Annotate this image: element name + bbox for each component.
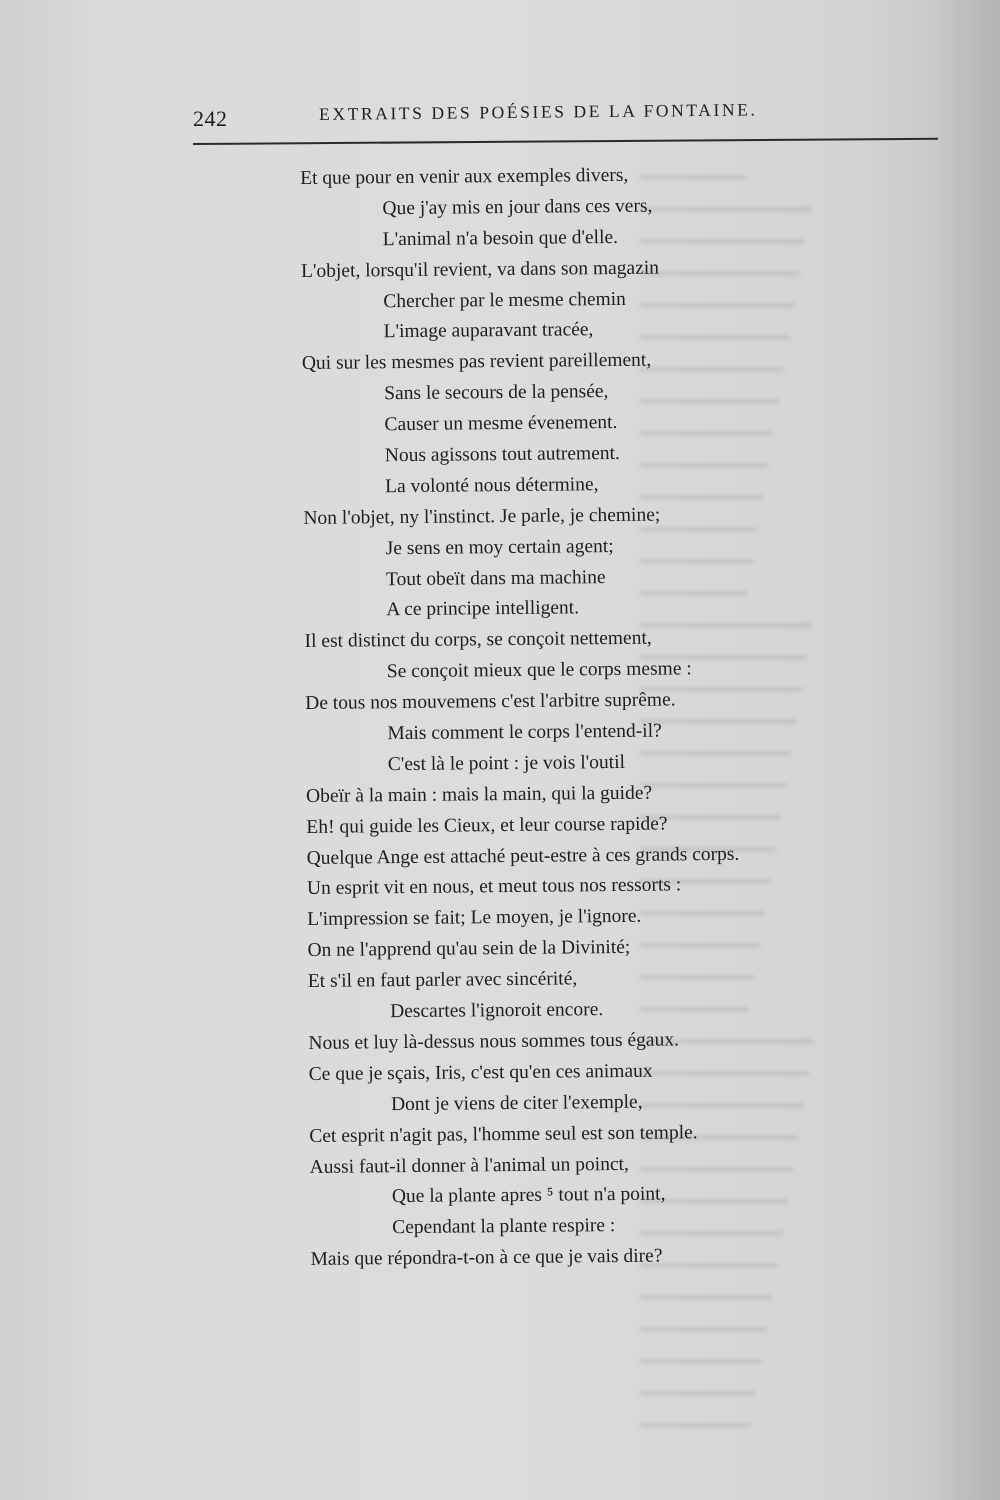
verse-line: Un esprit vit en nous, et meut tous nos ressorts : bbox=[306, 874, 682, 900]
verse-line: Chercher par le mesme chemin bbox=[383, 288, 626, 312]
verse-line: Nous agissons tout autrement. bbox=[384, 442, 620, 467]
verse-line: Obeïr à la main : mais la main, qui la guide? bbox=[305, 782, 653, 807]
running-title: EXTRAITS DES POÉSIES DE LA FONTAINE. bbox=[319, 99, 758, 124]
show-through-mark bbox=[640, 1344, 792, 1376]
verse-line: Cet esprit n'agit pas, l'homme seul est son temple. bbox=[309, 1121, 698, 1147]
verse-line: Je sens en moy certain agent; bbox=[385, 535, 614, 559]
verse-line: Causer un mesme évenement. bbox=[384, 412, 618, 436]
verse-line: Dont je viens de citer l'exemple, bbox=[390, 1091, 643, 1115]
verse-line: Il est distinct du corps, se conçoit nettement, bbox=[304, 628, 652, 653]
verse-line: Tout obeït dans ma machine bbox=[385, 566, 606, 590]
verse-line: L'animal n'a besoin que d'elle. bbox=[382, 226, 619, 250]
verse-line: Mais comment le corps l'entend-il? bbox=[387, 720, 662, 745]
verse-line: A ce principe intelligent. bbox=[386, 597, 580, 621]
verse-line: Qui sur les mesmes pas revient pareillement, bbox=[301, 349, 652, 375]
show-through-mark bbox=[640, 1312, 798, 1344]
show-through-mark bbox=[640, 1376, 785, 1408]
verse-line: Et s'il en faut parler avec sincérité, bbox=[307, 968, 578, 993]
verse-line: L'objet, lorsqu'il revient, va dans son magazin bbox=[300, 257, 660, 282]
verse-line: On ne l'apprend qu'au sein de la Divinité; bbox=[307, 937, 631, 962]
verse-line: C'est là le point : je vois l'outil bbox=[387, 751, 626, 776]
verse-line: Non l'objet, ny l'instinct. Je parle, je chemine; bbox=[303, 504, 661, 529]
verse-line: Quelque Ange est attaché peut-estre à ces grands corps. bbox=[306, 843, 740, 869]
verse-line: Sans le secours de la pensée, bbox=[384, 381, 609, 405]
show-through-mark bbox=[640, 1408, 779, 1440]
verse-line: De tous nos mouvemens c'est l'arbitre suprême. bbox=[305, 689, 676, 715]
verse-line: Aussi faut-il donner à l'animal un poinct, bbox=[309, 1153, 629, 1178]
verse-line: Cependant la plante respire : bbox=[392, 1215, 616, 1239]
show-through-mark bbox=[640, 1280, 805, 1312]
verse-line: L'impression se fait; Le moyen, je l'ignore. bbox=[307, 906, 642, 931]
verse-line: Se conçoit mieux que le corps mesme : bbox=[386, 658, 692, 683]
verse-line: Mais que répondra-t-on à ce que je vais dire? bbox=[310, 1245, 663, 1271]
verse-line: L'image auparavant tracée, bbox=[383, 319, 594, 343]
verse-line: La volonté nous détermine, bbox=[384, 474, 599, 498]
verse-line: Et que pour en venir aux exemples divers, bbox=[300, 164, 629, 189]
verse-line: Ce que je sçais, Iris, c'est qu'en ces animaux bbox=[308, 1060, 653, 1085]
page-edge-shadow bbox=[930, 0, 1000, 1500]
verse-line: Nous et luy là-dessus nous sommes tous égaux. bbox=[308, 1029, 680, 1054]
verse-line: Que j'ay mis en jour dans ces vers, bbox=[382, 195, 653, 220]
verse-line: Eh! qui guide les Cieux, et leur course rapide? bbox=[306, 813, 668, 838]
verse-line: Que la plante apres ⁵ tout n'a point, bbox=[391, 1183, 666, 1208]
poem-text bbox=[300, 158, 911, 1276]
page-number: 242 bbox=[193, 106, 228, 131]
page-header bbox=[193, 98, 938, 138]
verse-line: Descartes l'ignoroit encore. bbox=[390, 999, 604, 1023]
header-rule bbox=[193, 138, 938, 145]
